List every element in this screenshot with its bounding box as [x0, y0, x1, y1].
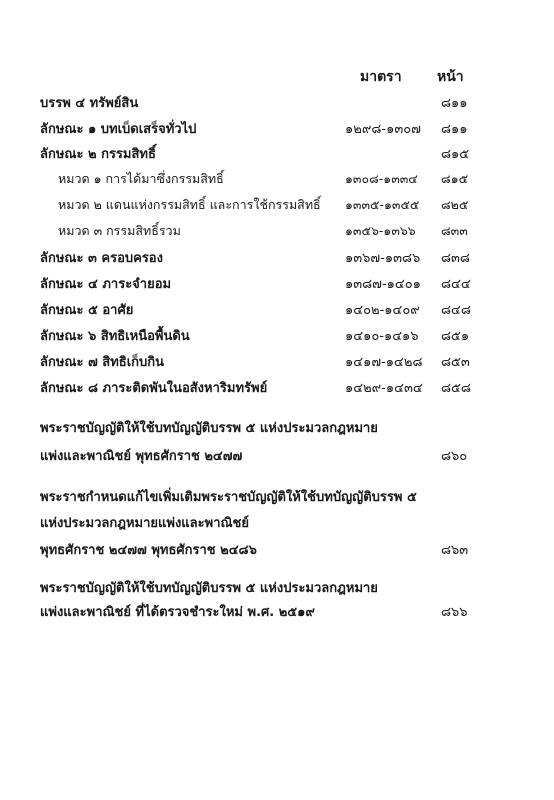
- toc-entry: [0, 273, 554, 297]
- toc-entry: [0, 247, 554, 271]
- entry-title: หมวด ๓ กรรมสิทธิ์รวม: [58, 223, 181, 238]
- entry-section-range: ๑๔๑๐-๑๔๑๖: [345, 329, 419, 344]
- entry-title: ลักษณะ ๔ ภาระจำยอม: [40, 277, 172, 292]
- entry-section-range: ๑๓๘๗-๑๔๐๑: [345, 277, 421, 292]
- page-column-header: หน้า: [437, 69, 464, 85]
- entry-page: ๘๑๑: [441, 122, 468, 137]
- entry-title: หมวด ๒ แดนแห่งกรรมสิทธิ์ และการใช้กรรมสิทธิ์: [58, 197, 321, 212]
- act-title-line: พระราชบัญญัติให้ใช้บทบัญญัติบรรพ ๕ แห่งประมวลกฎหมาย: [40, 581, 378, 596]
- entry-page: ๘๓๘: [441, 251, 470, 266]
- act-page: ๘๖๖: [441, 605, 468, 620]
- act-page: ๘๖๓: [441, 543, 469, 558]
- toc-subentry: [0, 169, 554, 193]
- entry-section-range: ๑๓๓๕-๑๓๕๕: [345, 197, 420, 212]
- entry-page: ๘๑๑: [441, 96, 468, 111]
- act-title-line: พระราชกำหนดแก้ไขเพิ่มเติมพระราชบัญญัติให้ใช้บทบัญญัติบรรพ ๕: [40, 490, 417, 505]
- section-column-header: มาตรา: [360, 69, 402, 85]
- entry-section-range: ๑๔๑๗-๑๔๒๘: [345, 355, 423, 370]
- entry-title: ลักษณะ ๓ ครอบครอง: [40, 251, 163, 266]
- toc-entry: [0, 325, 554, 349]
- act-title-line: พุทธศักราช ๒๔๗๗ พุทธศักราช ๒๔๘๖: [40, 543, 257, 558]
- act-title-line: แพ่งและพาณิชย์ ที่ได้ตรวจชำระใหม่ พ.ศ. ๒๕๑๙: [40, 605, 315, 620]
- act-title-line: พระราชบัญญัติให้ใช้บทบัญญัติบรรพ ๕ แห่งประมวลกฎหมาย: [40, 421, 378, 436]
- entry-title: หมวด ๑ การได้มาซึ่งกรรมสิทธิ์: [58, 171, 224, 186]
- entry-section-range: ๑๓๕๖-๑๓๖๖: [345, 223, 416, 238]
- toc-entry-book-4: [0, 92, 554, 116]
- toc-entry: [0, 143, 554, 167]
- entry-section-range: ๑๓๖๗-๑๓๘๖: [345, 251, 421, 266]
- toc-entry: [0, 118, 554, 142]
- entry-title: ลักษณะ ๑ บทเบ็ดเสร็จทั่วไป: [40, 122, 197, 137]
- entry-title: ลักษณะ ๖ สิทธิเหนือพื้นดิน: [40, 329, 190, 344]
- entry-page: ๘๕๑: [441, 329, 470, 344]
- entry-title: ลักษณะ ๘ ภาระติดพันในอสังหาริมทรัพย์: [40, 381, 268, 396]
- entry-section-range: ๑๔๒๙-๑๔๓๔: [345, 381, 423, 396]
- toc-subentry: [0, 195, 554, 219]
- toc-subentry: [0, 221, 554, 245]
- entry-title: บรรพ ๔ ทรัพย์สิน: [40, 96, 139, 111]
- entry-section-range: ๑๓๐๘-๑๓๓๔: [345, 171, 418, 186]
- entry-page: ๘๕๘: [441, 381, 471, 396]
- entry-section-range: ๑๒๙๘-๑๓๐๗: [345, 122, 421, 137]
- entry-page: ๘๑๕: [441, 171, 469, 186]
- toc-entry: [0, 299, 554, 323]
- entry-page: ๘๑๕: [441, 147, 470, 162]
- act-page: ๘๖๐: [441, 449, 468, 464]
- entry-title: ลักษณะ ๗ สิทธิเก็บกิน: [40, 355, 165, 370]
- entry-section-range: ๑๔๐๒-๑๔๐๙: [345, 303, 420, 318]
- act-title-line: แห่งประมวลกฎหมายแพ่งและพาณิชย์: [40, 516, 249, 531]
- entry-page: ๘๓๓: [441, 223, 468, 238]
- entry-page: ๘๒๕: [441, 197, 469, 212]
- entry-title: ลักษณะ ๕ อาศัย: [40, 303, 134, 318]
- entry-page: ๘๔๘: [441, 303, 471, 318]
- entry-page: ๘๕๓: [441, 355, 470, 370]
- toc-entry: [0, 351, 554, 375]
- entry-title: ลักษณะ ๒ กรรมสิทธิ์: [40, 147, 156, 162]
- act-title-line: แพ่งและพาณิชย์ พุทธศักราช ๒๔๗๗: [40, 449, 243, 464]
- toc-entry: [0, 377, 554, 401]
- entry-page: ๘๔๔: [441, 277, 471, 292]
